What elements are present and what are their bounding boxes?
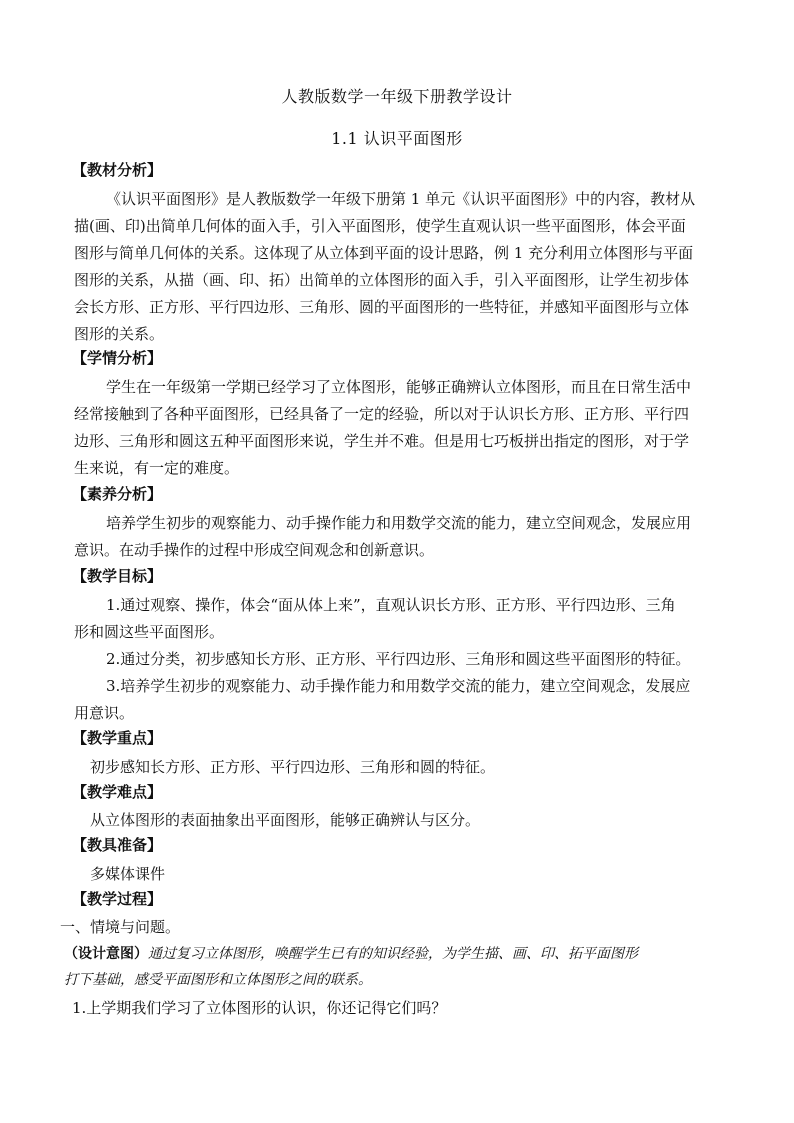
goal-line: 2.通过分类，初步感知长方形、正方形、平行四边形、三角形和圆这些平面图形的特征。	[106, 650, 691, 668]
difficulty-line: 从立体图形的表面抽象出平面图形，能够正确辨认与区分。	[90, 811, 481, 829]
section-heading-tools: 【教具准备】	[72, 836, 163, 854]
process-part-heading: 一、情境与问题。	[60, 918, 181, 936]
section-heading-key: 【教学重点】	[72, 729, 163, 747]
paragraph-line: 《认识平面图形》是人教版数学一年级下册第 1 单元《认识平面图形》中的内容，教材从	[106, 190, 696, 208]
paragraph-line: 经常接触到了各种平面图形，已经具备了一定的经验，所以对于认识长方形、正方形、平行四	[74, 405, 690, 423]
design-intent-label: （设计意图）	[64, 946, 148, 962]
paragraph-line: 图形的关系，从描（画、印、拓）出简单的立体图形的面入手，引入平面图形，让学生初步体	[74, 271, 690, 289]
goal-line: 形和圆这些平面图形。	[74, 623, 225, 641]
goal-line: 3.培养学生初步的观察能力、动手操作能力和用数学交流的能力，建立空间观念，发展应	[106, 677, 691, 695]
design-intent-text: 通过复习立体图形，唤醒学生已有的知识经验，为学生描、画、印、拓平面图形	[148, 946, 638, 962]
section-heading-literacy: 【素养分析】	[72, 485, 163, 503]
paragraph-line: 意识。在动手操作的过程中形成空间观念和创新意识。	[74, 541, 435, 559]
document-title: 人教版数学一年级下册教学设计	[281, 87, 513, 106]
paragraph-line: 描(画、印)出简单几何体的面入手，引入平面图形，使学生直观认识一些平面图形，体会平面	[74, 217, 686, 235]
paragraph-line: 培养学生初步的观察能力、动手操作能力和用数学交流的能力，建立空间观念，发展应用	[106, 514, 692, 532]
paragraph-line: 边形、三角形和圆这五种平面图形来说，学生并不难。但是用七巧板拼出指定的图形，对于学	[74, 432, 690, 450]
goal-line: 用意识。	[74, 704, 135, 722]
tools-line: 多媒体课件	[90, 865, 166, 883]
document-subtitle: 1.1 认识平面图形	[331, 129, 463, 148]
section-heading-difficulty: 【教学难点】	[72, 783, 163, 801]
paragraph-line: 会长方形、正方形、平行四边形、三角形、圆的平面图形的一些特征，并感知平面图形与立体	[74, 298, 690, 316]
section-heading-goals: 【教学目标】	[72, 567, 163, 585]
paragraph-line: 图形的关系。	[74, 325, 165, 343]
section-heading-process: 【教学过程】	[72, 890, 163, 908]
section-heading-analysis: 【教材分析】	[72, 161, 163, 179]
question-line: 1.上学期我们学习了立体图形的认识，你还记得它们吗？	[72, 999, 447, 1017]
design-intent-line: 打下基础，感受平面图形和立体图形之间的联系。	[64, 972, 372, 988]
paragraph-line: 图形与简单几何体的关系。这体现了从立体到平面的设计思路，例 1 充分利用立体图形与平面	[74, 244, 694, 262]
section-heading-student: 【学情分析】	[72, 349, 163, 367]
key-line: 初步感知长方形、正方形、平行四边形、三角形和圆的特征。	[90, 758, 496, 776]
paragraph-line: 学生在一年级第一学期已经学习了立体图形，能够正确辨认立体图形，而且在日常生活中	[106, 378, 692, 396]
paragraph-line: 生来说，有一定的难度。	[74, 459, 240, 477]
design-intent-line	[64, 942, 724, 966]
goal-line: 1.通过观察、操作，体会“面从体上来”，直观认识长方形、正方形、平行四边形、三角	[106, 596, 676, 614]
